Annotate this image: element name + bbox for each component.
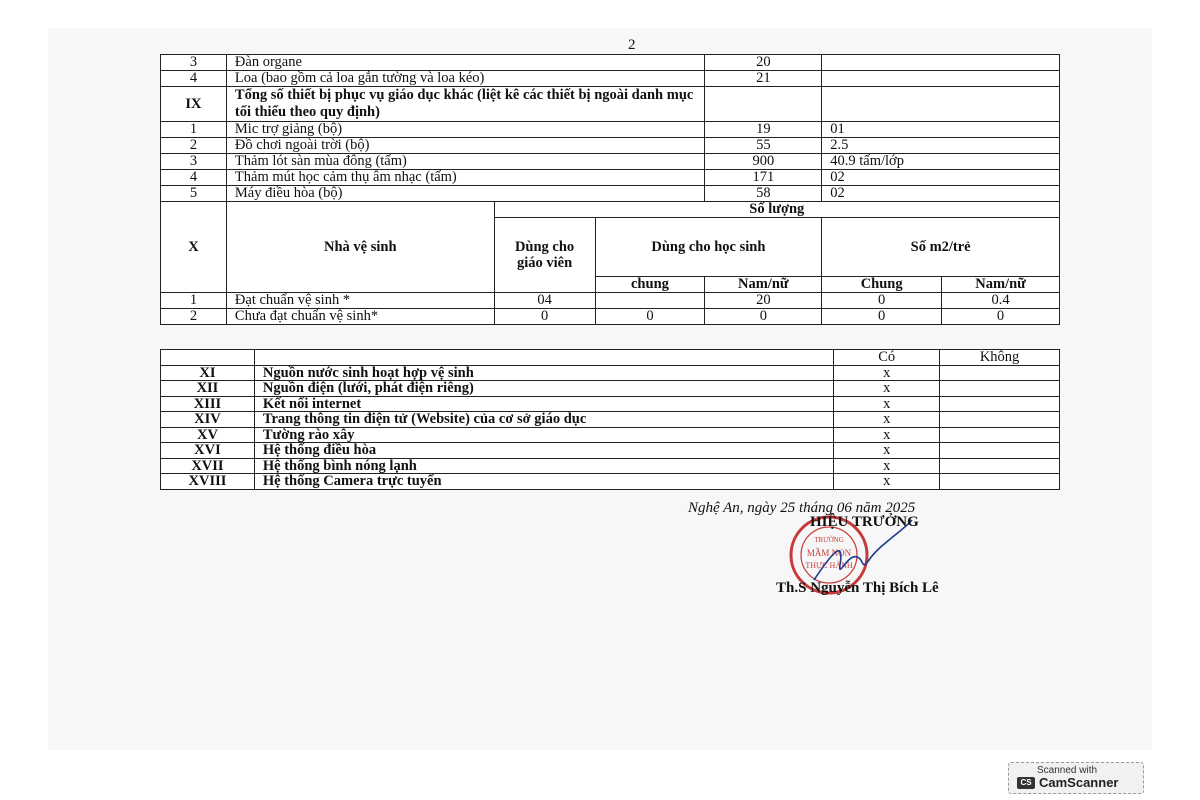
m2-chung-header: Chung [822,277,942,293]
signature-date: Nghệ An, ngày 25 tháng 06 năm 2025 [688,500,916,516]
row-co: x [834,365,940,381]
row-number: XVIII [161,474,255,490]
table-row [161,365,1060,381]
row-name: Nguồn nước sinh hoạt hợp vệ sinh [254,365,833,381]
row-note: 2.5 [822,138,1060,154]
row-name: Trang thông tin điện tử (Website) của cơ sở giáo dục [254,412,833,428]
row-note: 40.9 tấm/lớp [822,154,1060,170]
row-name: Hệ thống Camera trực tuyến [254,474,833,490]
row-students-namnu: 0 [705,309,822,325]
section-number: IX [161,87,227,122]
section-header-ix [161,87,1060,122]
row-name: Thảm lót sàn mùa đông (tấm) [226,154,704,170]
row-number: XII [161,381,255,397]
quantity-header: Số lượng [494,202,1059,218]
equipment-table [160,54,1060,325]
table-row [161,309,1060,325]
camscanner-logo-icon: CS [1017,777,1035,789]
table-row [161,186,1060,202]
table-row [161,71,1060,87]
row-number: 2 [161,138,227,154]
row-name: Mic trợ giảng (bộ) [226,122,704,138]
table-row [161,55,1060,71]
row-name: Loa (bao gồm cả loa gắn tường và loa kéo) [226,71,704,87]
row-name: Hệ thống bình nóng lạnh [254,458,833,474]
row-co: x [834,412,940,428]
table-row [161,154,1060,170]
table-row [161,474,1060,490]
row-name: Nguồn điện (lưới, phát điện riêng) [254,381,833,397]
row-number: 3 [161,55,227,71]
row-teacher: 04 [494,293,595,309]
students-header: Dùng cho học sinh [595,218,822,277]
facilities-table [160,349,1060,490]
header-name [254,350,833,366]
table-row [161,293,1060,309]
row-quantity: 900 [705,154,822,170]
row-quantity: 171 [705,170,822,186]
row-name: Thảm mút học cảm thụ âm nhạc (tấm) [226,170,704,186]
section-title: Nhà vệ sinh [226,202,494,293]
row-khong [940,396,1060,412]
students-namnu-header: Nam/nữ [705,277,822,293]
row-number: 2 [161,309,227,325]
row-khong [940,365,1060,381]
row-quantity: 55 [705,138,822,154]
row-name: Đạt chuẩn vệ sinh * [226,293,494,309]
row-m2-namnu: 0 [942,309,1060,325]
row-co: x [834,381,940,397]
row-note: 02 [822,186,1060,202]
row-m2-namnu: 0.4 [942,293,1060,309]
row-co: x [834,474,940,490]
row-name: Hệ thống điều hòa [254,443,833,459]
table-row [161,427,1060,443]
section-title: Tổng số thiết bị phục vụ giáo dục khác (liệt kê các thiết bị ngoài danh mục tối thiểu theo quy định) [226,87,704,122]
row-name: Máy điều hòa (bộ) [226,186,704,202]
m2-namnu-header: Nam/nữ [942,277,1060,293]
row-quantity: 21 [705,71,822,87]
row-name: Chưa đạt chuẩn vệ sinh* [226,309,494,325]
row-co: x [834,427,940,443]
table-row [161,443,1060,459]
row-khong [940,458,1060,474]
row-co: x [834,458,940,474]
row-teacher: 0 [494,309,595,325]
teacher-header: Dùng cho giáo viên [494,218,595,293]
row-quantity: 58 [705,186,822,202]
row-number: 4 [161,170,227,186]
row-name: Đàn organe [226,55,704,71]
row-number: XIII [161,396,255,412]
camscanner-line1: Scanned with [1037,765,1098,776]
camscanner-line2: CamScanner [1039,775,1119,790]
row-name: Tường rào xây [254,427,833,443]
row-number: 3 [161,154,227,170]
row-students-chung: 0 [595,309,705,325]
row-m2-chung: 0 [822,293,942,309]
table-row [161,138,1060,154]
row-number: 1 [161,122,227,138]
row-co: x [834,396,940,412]
svg-text:MẦM NON: MẦM NON [806,548,852,558]
table-row [161,381,1060,397]
row-number: XVI [161,443,255,459]
row-note [822,71,1060,87]
row-co: x [834,443,940,459]
row-name: Kết nối internet [254,396,833,412]
row-number: XI [161,365,255,381]
row-note: 01 [822,122,1060,138]
row-khong [940,412,1060,428]
row-number: 5 [161,186,227,202]
signature-title: HIỆU TRƯỞNG [810,514,919,530]
row-students-chung [595,293,705,309]
row-note [822,55,1060,71]
row-quantity: 19 [705,122,822,138]
table-row [161,396,1060,412]
header-khong: Không [940,350,1060,366]
row-name: Đồ chơi ngoài trời (bộ) [226,138,704,154]
row-quantity: 20 [705,55,822,71]
row-khong [940,381,1060,397]
page-number: 2 [628,37,636,53]
svg-text:THỰC HÀNH: THỰC HÀNH [805,561,853,570]
table-row [161,122,1060,138]
row-number: XVII [161,458,255,474]
signature-name: Th.S Nguyễn Thị Bích Lê [776,580,939,596]
section-quantity [705,87,822,122]
row-khong [940,427,1060,443]
camscanner-watermark [1008,762,1144,794]
row-number: 1 [161,293,227,309]
row-number: XV [161,427,255,443]
per-child-header: Số m2/trẻ [822,218,1060,277]
row-khong [940,474,1060,490]
svg-text:TRƯỜNG: TRƯỜNG [814,536,844,544]
section-number: X [161,202,227,293]
header-number [161,350,255,366]
students-chung-header: chung [595,277,705,293]
table-row [161,170,1060,186]
row-m2-chung: 0 [822,309,942,325]
table-row [161,412,1060,428]
row-students-namnu: 20 [705,293,822,309]
header-co: Có [834,350,940,366]
row-number: XIV [161,412,255,428]
row-khong [940,443,1060,459]
section-header-x [161,202,1060,218]
row-number: 4 [161,71,227,87]
table-header-row [161,350,1060,366]
section-note [822,87,1060,122]
table-row [161,458,1060,474]
row-note: 02 [822,170,1060,186]
